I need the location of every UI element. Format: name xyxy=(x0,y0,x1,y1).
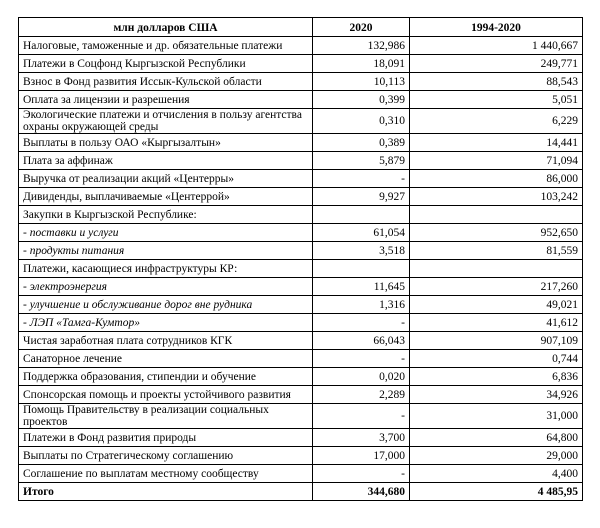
value-1994-2020: 86,000 xyxy=(410,170,583,188)
table-row xyxy=(19,188,583,206)
row-label: - ЛЭП «Тамга-Кумтор» xyxy=(19,314,313,332)
table-row xyxy=(19,152,583,170)
row-label: Экологические платежи и отчисления в пользу агентства охраны окружающей среды xyxy=(19,109,313,134)
table-row xyxy=(19,368,583,386)
value-1994-2020: 88,543 xyxy=(410,73,583,91)
value-1994-2020: 6,836 xyxy=(410,368,583,386)
table-row-sub xyxy=(19,296,583,314)
table-row xyxy=(19,447,583,465)
value-2020 xyxy=(313,260,410,278)
value-2020: 10,113 xyxy=(313,73,410,91)
table-row xyxy=(19,170,583,188)
total-1994-2020: 4 485,95 xyxy=(410,483,583,501)
row-label: Налоговые, таможенные и др. обязательные платежи xyxy=(19,37,313,55)
total-label: Итого xyxy=(19,483,313,501)
table-row xyxy=(19,429,583,447)
value-2020: - xyxy=(313,404,410,429)
row-label: Чистая заработная плата сотрудников КГК xyxy=(19,332,313,350)
table-row-section xyxy=(19,206,583,224)
row-label: Плата за аффинаж xyxy=(19,152,313,170)
header-period-total: 1994-2020 xyxy=(410,18,583,37)
value-2020: 3,700 xyxy=(313,429,410,447)
value-1994-2020: 29,000 xyxy=(410,447,583,465)
value-2020: 0,020 xyxy=(313,368,410,386)
value-1994-2020: 1 440,667 xyxy=(410,37,583,55)
value-1994-2020: 41,612 xyxy=(410,314,583,332)
table-row-sub xyxy=(19,242,583,260)
total-row xyxy=(19,483,583,501)
value-1994-2020: 49,021 xyxy=(410,296,583,314)
row-label: Платежи в Фонд развития природы xyxy=(19,429,313,447)
row-label: - поставки и услуги xyxy=(19,224,313,242)
value-2020: - xyxy=(313,170,410,188)
table-row xyxy=(19,91,583,109)
value-2020: 18,091 xyxy=(313,55,410,73)
value-1994-2020: 14,441 xyxy=(410,134,583,152)
value-2020: 1,316 xyxy=(313,296,410,314)
value-1994-2020: 5,051 xyxy=(410,91,583,109)
value-2020: - xyxy=(313,350,410,368)
table-row xyxy=(19,109,583,134)
row-label: Спонсорская помощь и проекты устойчивого развития xyxy=(19,386,313,404)
payments-table xyxy=(18,17,583,501)
table-row xyxy=(19,404,583,429)
row-label: Санаторное лечение xyxy=(19,350,313,368)
value-2020: - xyxy=(313,465,410,483)
value-2020: 132,986 xyxy=(313,37,410,55)
row-label: Помощь Правительству в реализации социальных проектов xyxy=(19,404,313,429)
value-1994-2020: 81,559 xyxy=(410,242,583,260)
value-1994-2020 xyxy=(410,206,583,224)
row-label: Выручка от реализации акций «Центерры» xyxy=(19,170,313,188)
row-label: - улучшение и обслуживание дорог вне рудника xyxy=(19,296,313,314)
value-2020: 61,054 xyxy=(313,224,410,242)
section-label: Закупки в Кыргызской Республике: xyxy=(19,206,313,224)
value-1994-2020: 952,650 xyxy=(410,224,583,242)
value-2020: 2,289 xyxy=(313,386,410,404)
row-label: Платежи в Соцфонд Кыргызской Республики xyxy=(19,55,313,73)
table-row-section xyxy=(19,260,583,278)
row-label: Оплата за лицензии и разрешения xyxy=(19,91,313,109)
value-1994-2020: 6,229 xyxy=(410,109,583,134)
value-2020: 5,879 xyxy=(313,152,410,170)
row-label: Выплаты по Стратегическому соглашению xyxy=(19,447,313,465)
table-row xyxy=(19,73,583,91)
table-row xyxy=(19,332,583,350)
value-1994-2020: 249,771 xyxy=(410,55,583,73)
table-row xyxy=(19,350,583,368)
header-row xyxy=(19,18,583,37)
value-2020: 66,043 xyxy=(313,332,410,350)
row-label: Соглашение по выплатам местному сообществу xyxy=(19,465,313,483)
value-1994-2020: 907,109 xyxy=(410,332,583,350)
value-1994-2020: 4,400 xyxy=(410,465,583,483)
value-1994-2020: 31,000 xyxy=(410,404,583,429)
value-1994-2020: 34,926 xyxy=(410,386,583,404)
header-year-2020: 2020 xyxy=(313,18,410,37)
total-2020: 344,680 xyxy=(313,483,410,501)
value-2020: 11,645 xyxy=(313,278,410,296)
section-label: Платежи, касающиеся инфраструктуры КР: xyxy=(19,260,313,278)
table-row-sub xyxy=(19,224,583,242)
row-label: Дивиденды, выплачиваемые «Центеррой» xyxy=(19,188,313,206)
value-1994-2020: 0,744 xyxy=(410,350,583,368)
table-row xyxy=(19,37,583,55)
value-1994-2020: 217,260 xyxy=(410,278,583,296)
header-units: млн долларов США xyxy=(19,18,313,37)
row-label: Выплаты в пользу ОАО «Кыргызалтын» xyxy=(19,134,313,152)
value-1994-2020: 71,094 xyxy=(410,152,583,170)
row-label: Взнос в Фонд развития Иссык-Кульской области xyxy=(19,73,313,91)
value-2020: 3,518 xyxy=(313,242,410,260)
row-label: - электроэнергия xyxy=(19,278,313,296)
value-2020: 0,399 xyxy=(313,91,410,109)
value-2020 xyxy=(313,206,410,224)
value-1994-2020 xyxy=(410,260,583,278)
value-2020: 0,389 xyxy=(313,134,410,152)
table-row xyxy=(19,465,583,483)
value-2020: 9,927 xyxy=(313,188,410,206)
value-2020: 0,310 xyxy=(313,109,410,134)
row-label: Поддержка образования, стипендии и обучение xyxy=(19,368,313,386)
value-2020: 17,000 xyxy=(313,447,410,465)
row-label: - продукты питания xyxy=(19,242,313,260)
value-1994-2020: 64,800 xyxy=(410,429,583,447)
value-1994-2020: 103,242 xyxy=(410,188,583,206)
table-row xyxy=(19,386,583,404)
table-row-sub xyxy=(19,278,583,296)
table-row xyxy=(19,55,583,73)
value-2020: - xyxy=(313,314,410,332)
table-row xyxy=(19,134,583,152)
table-row-sub xyxy=(19,314,583,332)
